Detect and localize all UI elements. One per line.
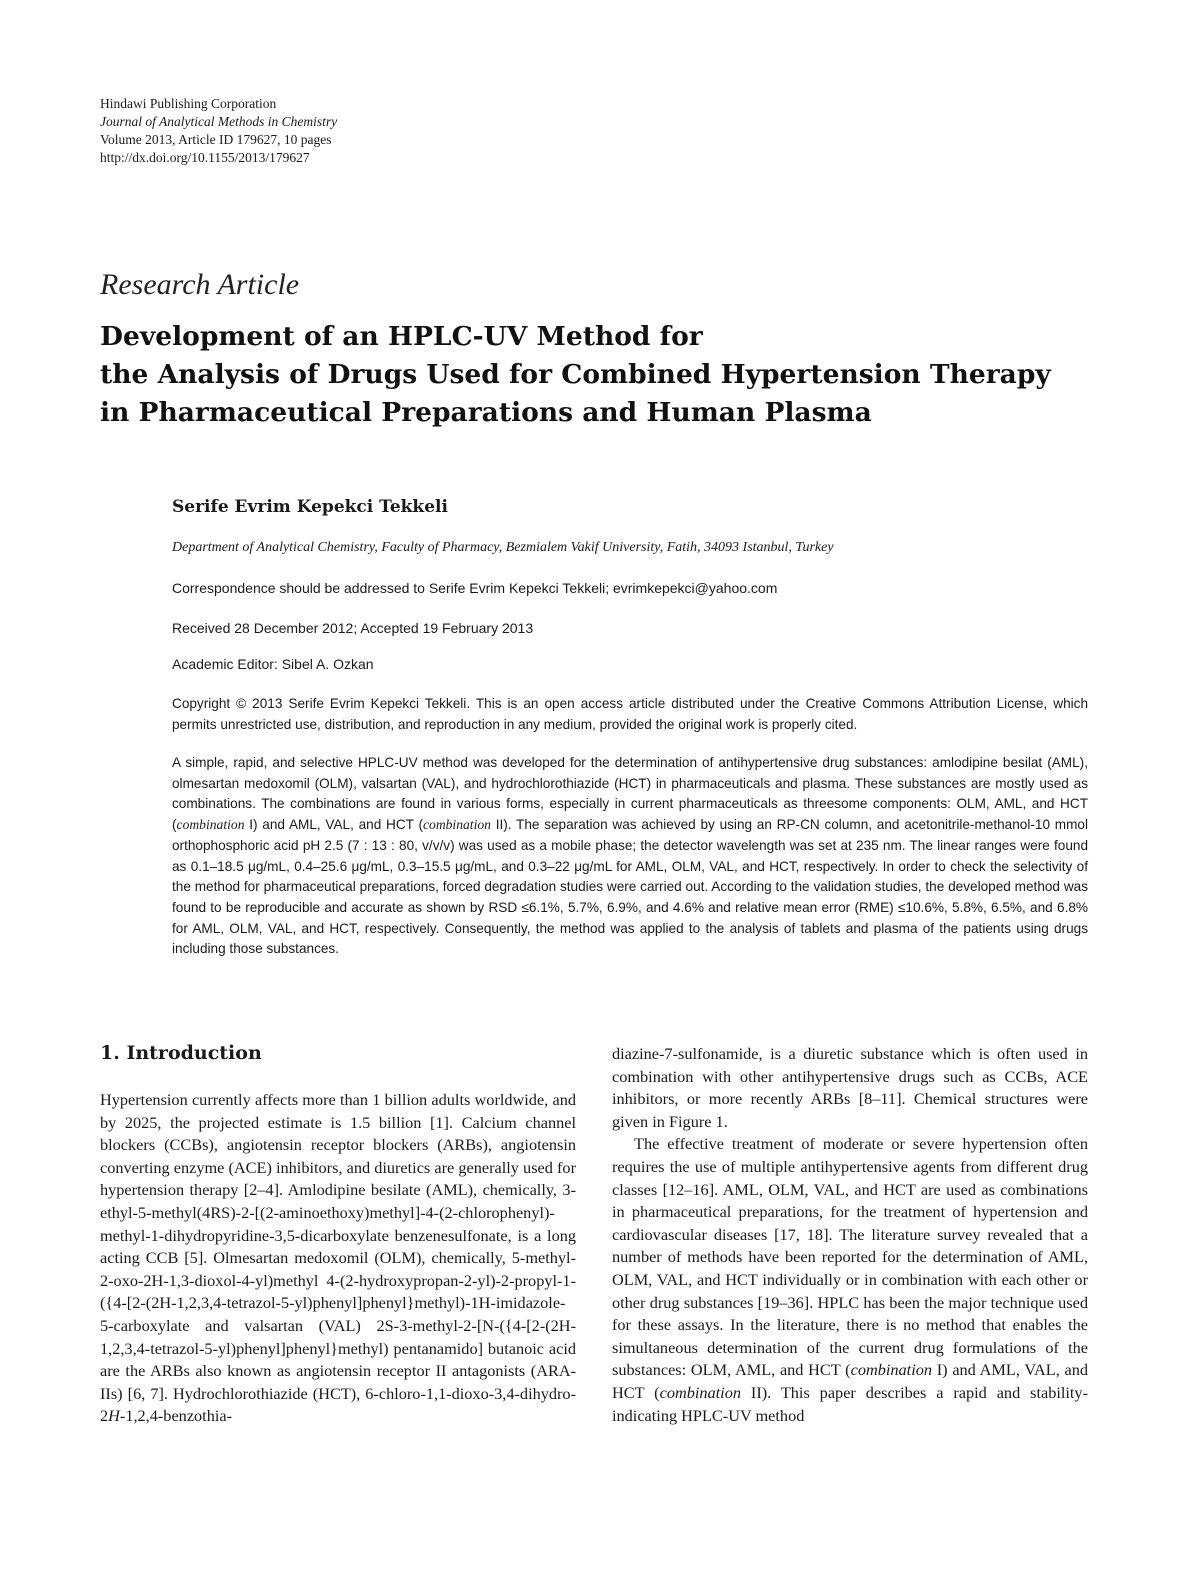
article-title	[100, 318, 1110, 432]
journal-info	[100, 95, 600, 167]
left-column	[100, 1089, 576, 1428]
intro-italic: combination	[659, 1382, 741, 1402]
section-heading-introduction: 1. Introduction	[100, 1042, 262, 1064]
academic-editor: Academic Editor: Sibel A. Ozkan	[172, 656, 374, 672]
intro-italic: H	[108, 1406, 120, 1426]
article-type: Research Article	[100, 268, 300, 301]
intro-paragraph: diazine-7-sulfonamide, is a diuretic substance which is often used in combination with other antihypertensive drugs such as CCBs, ACE inhibitors, or more recently ARBs [8–11]. Chemical structures were given in Figure 1.	[612, 1044, 1088, 1131]
intro-paragraph	[100, 1089, 576, 1428]
intro-text: II). This paper describes a rapid and stability-indicating HPLC-UV method	[612, 1382, 1088, 1425]
title-line: Development of an HPLC-UV Method for	[100, 321, 703, 352]
abstract	[172, 753, 1088, 960]
correspondence: Correspondence should be addressed to Serife Evrim Kepekci Tekkeli; evrimkepekci@yahoo.com	[172, 580, 778, 596]
abstract-text: A simple, rapid, and selective HPLC-UV method was developed for the determination of antihypertensive drug substances: amlodipine besilat (AML), olmesartan medoxomil (OLM), valsartan (VAL), and hydrochlorothiazide (HCT) in pharmaceuticals and plasma. These substances are mostly used as combinations. The combinations are found in various forms, especially in current pharmaceuticals as threesome components: OLM, AML, and HCT (	[172, 755, 1088, 833]
author-name: Serife Evrim Kepekci Tekkeli	[172, 497, 448, 517]
received-dates: Received 28 December 2012; Accepted 19 February 2013	[172, 620, 534, 636]
intro-paragraph	[612, 1133, 1088, 1427]
abstract-combination-2: combination	[422, 817, 491, 833]
volume-info: Volume 2013, Article ID 179627, 10 pages	[100, 132, 332, 147]
journal-name: Journal of Analytical Methods in Chemistry	[100, 114, 338, 129]
intro-text: Hypertension currently affects more than 1 billion adults worldwide, and by 2025, the projected estimate is 1.5 billion [1]. Calcium channel blockers (CCBs), angiotensin receptor blockers (ARBs), angiotensin converting enzyme (ACE) inhibitors, and diuretics are generally used for hypertension therapy [2–4]. Amlodipine besilate (AML), chemically, 3-ethyl-5-methyl(4RS)-2-[(2-aminoethoxy)methyl]-4-(2-chlorophenyl)-methyl-1-dihydropyridine-3,5-dicarboxylate benzenesulfonate, is a long acting CCB [5]. Olmesartan medoxomil (OLM), chemically, 5-methyl-2-oxo-2H-1,3-dioxol-4-yl)methyl 4-(2-hydroxypropan-2-yl)-2-propyl-1-({4-[2-(2H-1,2,3,4-tetrazol-5-yl)phenyl]phenyl}methyl)-1H-imidazole-5-carboxylate and valsartan (VAL) 2S-3-methyl-2-[N-({4-[2-(2H-1,2,3,4-tetrazol-5-yl)phenyl]phenyl}methyl) pentanamido] butanoic acid are the ARBs also known as angiotensin receptor II antagonists (ARA-IIs) [6, 7]. Hydrochlorothiazide (HCT), 6-chloro-1,1-dioxo-3,4-dihydro-2	[100, 1090, 576, 1426]
abstract-text: I) and AML, VAL, and HCT (	[244, 817, 423, 833]
intro-text: -1,2,4-benzothia-	[119, 1406, 233, 1426]
intro-text: I) and AML, VAL, and HCT (	[612, 1360, 1089, 1402]
right-column	[612, 1043, 1088, 1427]
intro-italic: combination	[850, 1360, 933, 1380]
abstract-text: II). The separation was achieved by using an RP-CN column, and acetonitrile-methanol-10 mmol orthophosphoric acid pH 2.5 (7 : 13 : 80, v/v/v) was used as a mobile phase; the detector wavelength was set at 235 nm. The linear ranges were found as 0.1–18.5 μg/mL, 0.4–25.6 μg/mL, 0.3–15.5 μg/mL, and 0.3–22 μg/mL for AML, OLM, VAL, and HCT, respectively. In order to check the selectivity of the method for pharmaceutical preparations, forced degradation studies were carried out. According to the validation studies, the developed method was found to be reproducible and accurate as shown by RSD ≤6.1%, 5.7%, 6.9%, and 4.6% and relative mean error (RME) ≤10.6%, 5.8%, 6.5%, and 6.8% for AML, OLM, VAL, and HCT, respectively. Consequently, the method was applied to the analysis of tablets and plasma of the patients using drugs including those substances.	[172, 817, 1088, 957]
publisher: Hindawi Publishing Corporation	[100, 96, 277, 111]
title-line: in Pharmaceutical Preparations and Human Plasma	[100, 397, 872, 428]
affiliation: Department of Analytical Chemistry, Faculty of Pharmacy, Bezmialem Vakif University, Fatih, 34093 Istanbul, Turkey	[172, 540, 834, 555]
copyright-notice: Copyright © 2013 Serife Evrim Kepekci Tekkeli. This is an open access article distributed under the Creative Commons Attribution License, which permits unrestricted use, distribution, and reproduction in any medium, provided the original work is properly cited.	[172, 696, 1088, 732]
abstract-combination-1: combination	[176, 817, 245, 833]
intro-text: The effective treatment of moderate or severe hypertension often requires the use of multiple antihypertensive agents from different drug classes [12–16]. AML, OLM, VAL, and HCT are used as combinations in pharmaceutical preparations, for the treatment of hypertension and cardiovascular diseases [17, 18]. The literature survey revealed that a number of methods have been reported for the determination of AML, OLM, VAL, and HCT individually or in combination with each other or other drug substances [19–36]. HPLC has been the major technique used for these assays. In the literature, there is no method that enables the simultaneous determination of the current drug formulations of the substances: OLM, AML, and HCT (	[612, 1134, 1088, 1380]
title-line: the Analysis of Drugs Used for Combined Hypertension Therapy	[100, 359, 1051, 390]
doi-link[interactable]: http://dx.doi.org/10.1155/2013/179627	[100, 150, 310, 165]
